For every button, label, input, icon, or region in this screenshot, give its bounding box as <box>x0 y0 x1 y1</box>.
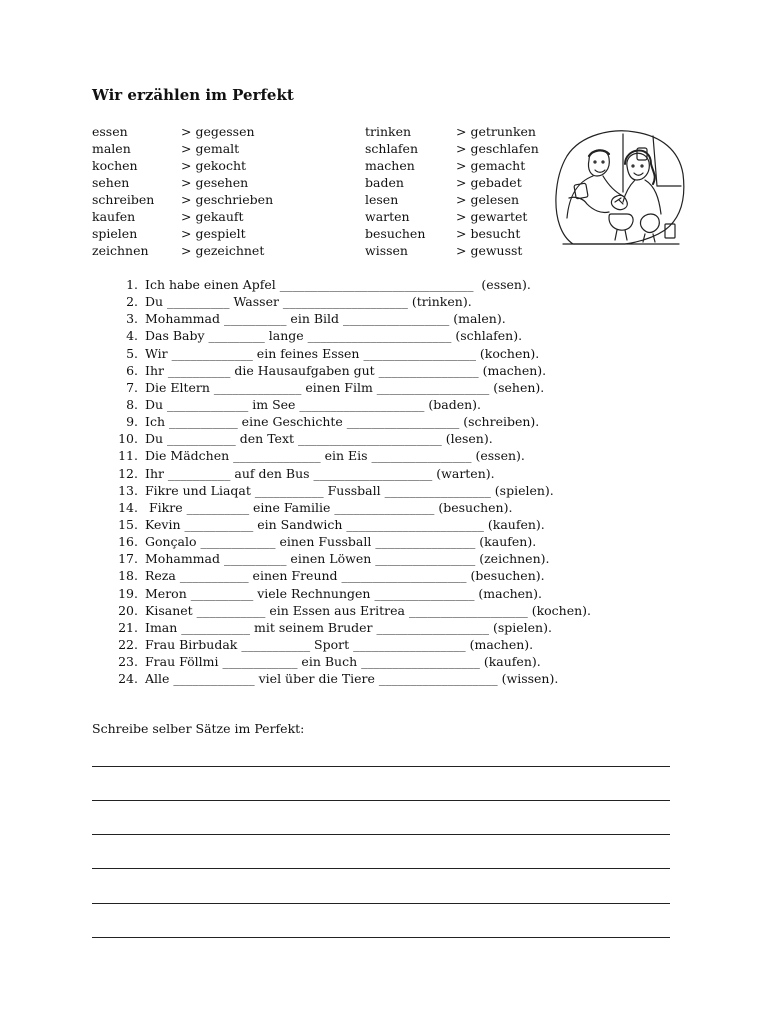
exercise-text: Wir _____________ ein feines Essen __________________ (kochen). <box>145 345 540 361</box>
exercise-text: Ihr __________ die Hausaufgaben gut ________________ (machen). <box>145 362 547 378</box>
exercise-text: Ich habe einen Apfel _______________________________ (essen). <box>145 277 531 292</box>
exercise-number: 9. <box>126 414 138 430</box>
exercise-item <box>112 516 591 533</box>
exercise-text: Du __________ Wasser ____________________ (trinken). <box>145 294 472 310</box>
exercise-number: 12. <box>118 465 138 481</box>
writing-line[interactable] <box>92 834 670 835</box>
exercise-number: 18. <box>118 568 138 584</box>
infinitive: malen <box>92 141 131 156</box>
participle: > gezeichnet <box>181 243 265 258</box>
exercise-item <box>112 396 591 413</box>
infinitive: wissen <box>365 243 408 258</box>
family-cooking-illustration <box>553 126 687 262</box>
exercise-item <box>112 362 591 379</box>
exercise-item <box>112 567 591 584</box>
exercise-text: Iman ___________ mit seinem Bruder __________________ (spielen). <box>145 619 552 635</box>
exercise-item <box>112 276 591 293</box>
exercise-item <box>112 327 591 344</box>
verb-table <box>92 123 552 259</box>
exercise-number: 19. <box>118 585 138 601</box>
participle: > geschlafen <box>456 141 539 156</box>
verb-row <box>92 123 552 140</box>
exercise-number: 2. <box>126 294 138 310</box>
exercise-item <box>112 636 591 653</box>
exercise-number: 6. <box>126 362 138 378</box>
exercise-number: 13. <box>118 482 138 498</box>
exercise-text: Ich ___________ eine Geschichte __________________ (schreiben). <box>145 414 540 430</box>
exercise-item <box>112 465 591 482</box>
infinitive: baden <box>365 175 404 190</box>
verb-row <box>92 242 552 259</box>
verb-row <box>92 174 552 191</box>
exercise-number: 22. <box>118 636 138 652</box>
exercise-text: Kisanet ___________ ein Essen aus Eritrea ___________________ (kochen). <box>145 602 592 618</box>
verb-row <box>92 157 552 174</box>
infinitive: lesen <box>365 192 399 207</box>
exercise-item <box>112 499 591 516</box>
participle: > gegessen <box>181 124 255 139</box>
exercise-item <box>112 619 591 636</box>
infinitive: schlafen <box>365 141 418 156</box>
infinitive: warten <box>365 209 410 224</box>
exercise-text: Du ___________ den Text _______________________ (lesen). <box>145 431 493 447</box>
participle: > gekocht <box>181 158 247 173</box>
exercise-text: Reza ___________ einen Freund ____________________ (besuchen). <box>145 568 545 584</box>
exercise-text: Gonçalo ____________ einen Fussball ________________ (kaufen). <box>145 534 537 550</box>
infinitive: spielen <box>92 226 138 241</box>
exercise-number: 23. <box>118 654 138 670</box>
writing-line[interactable] <box>92 937 670 938</box>
exercise-item <box>112 653 591 670</box>
exercise-number: 5. <box>126 345 138 361</box>
infinitive: schreiben <box>92 192 155 207</box>
exercise-number: 14. <box>118 499 138 515</box>
exercise-number: 4. <box>126 328 138 344</box>
participle: > gekauft <box>181 209 244 224</box>
exercise-item <box>112 293 591 310</box>
infinitive: sehen <box>92 175 130 190</box>
exercise-item <box>112 670 591 687</box>
exercise-text: Mohammad __________ einen Löwen ________________ (zeichnen). <box>145 551 550 567</box>
verb-row <box>92 140 552 157</box>
exercise-text: Alle _____________ viel über die Tiere ___________________ (wissen). <box>145 671 559 687</box>
participle: > besucht <box>456 226 521 241</box>
exercise-number: 8. <box>126 396 138 412</box>
exercise-number: 21. <box>118 619 138 635</box>
participle: > getrunken <box>456 124 536 139</box>
infinitive: zeichnen <box>92 243 149 258</box>
exercise-item <box>112 310 591 327</box>
exercise-text: Ihr __________ auf den Bus ___________________ (warten). <box>145 465 495 481</box>
writing-line[interactable] <box>92 903 670 904</box>
exercise-item <box>112 379 591 396</box>
exercise-item <box>112 602 591 619</box>
exercise-number: 11. <box>118 448 138 464</box>
participle: > gesehen <box>181 175 249 190</box>
exercise-text: Frau Föllmi ____________ ein Buch ___________________ (kaufen). <box>145 654 541 670</box>
exercise-text: Das Baby _________ lange _______________________ (schlafen). <box>145 328 523 344</box>
exercise-number: 20. <box>118 602 138 618</box>
participle: > geschrieben <box>181 192 274 207</box>
exercise-list <box>112 276 591 687</box>
exercise-text: Frau Birbudak ___________ Sport __________________ (machen). <box>145 636 534 652</box>
exercise-item <box>112 413 591 430</box>
participle: > gemalt <box>181 141 240 156</box>
exercise-item <box>112 550 591 567</box>
exercise-item <box>112 482 591 499</box>
writing-line[interactable] <box>92 868 670 869</box>
participle: > gemacht <box>456 158 526 173</box>
participle: > gewartet <box>456 209 528 224</box>
participle: > gewusst <box>456 243 523 258</box>
exercise-text: Mohammad __________ ein Bild _________________ (malen). <box>145 311 506 327</box>
infinitive: besuchen <box>365 226 426 241</box>
participle: > gelesen <box>456 192 520 207</box>
exercise-number: 10. <box>118 431 138 447</box>
exercise-text: Kevin ___________ ein Sandwich ______________________ (kaufen). <box>145 516 545 532</box>
exercise-text: Du _____________ im See ____________________ (baden). <box>145 396 482 412</box>
exercise-number: 15. <box>118 516 138 532</box>
exercise-text: Die Mädchen ______________ ein Eis ________________ (essen). <box>145 448 525 464</box>
verb-row <box>92 191 552 208</box>
writing-line[interactable] <box>92 766 670 767</box>
exercise-number: 24. <box>118 671 138 687</box>
exercise-item <box>112 345 591 362</box>
exercise-text: Fikre und Liaqat ___________ Fussball _________________ (spielen). <box>145 482 554 498</box>
exercise-number: 1. <box>126 277 138 292</box>
exercise-text: Fikre __________ eine Familie ________________ (besuchen). <box>145 499 513 515</box>
infinitive: kaufen <box>92 209 136 224</box>
participle: > gespielt <box>181 226 246 241</box>
exercise-text: Die Eltern ______________ einen Film __________________ (sehen). <box>145 379 545 395</box>
verb-row <box>92 225 552 242</box>
page-title: Wir erzählen im Perfekt <box>92 86 294 104</box>
writing-prompt: Schreibe selber Sätze im Perfekt: <box>92 721 305 736</box>
exercise-number: 3. <box>126 311 138 327</box>
exercise-item <box>112 533 591 550</box>
writing-line[interactable] <box>92 800 670 801</box>
infinitive: kochen <box>92 158 138 173</box>
exercise-number: 7. <box>126 379 138 395</box>
exercise-item <box>112 430 591 447</box>
exercise-item <box>112 447 591 464</box>
infinitive: machen <box>365 158 415 173</box>
verb-row <box>92 208 552 225</box>
exercise-item <box>112 585 591 602</box>
participle: > gebadet <box>456 175 522 190</box>
exercise-text: Meron __________ viele Rechnungen ________________ (machen). <box>145 585 542 601</box>
infinitive: trinken <box>365 124 412 139</box>
exercise-number: 16. <box>118 534 138 550</box>
infinitive: essen <box>92 124 128 139</box>
exercise-number: 17. <box>118 551 138 567</box>
